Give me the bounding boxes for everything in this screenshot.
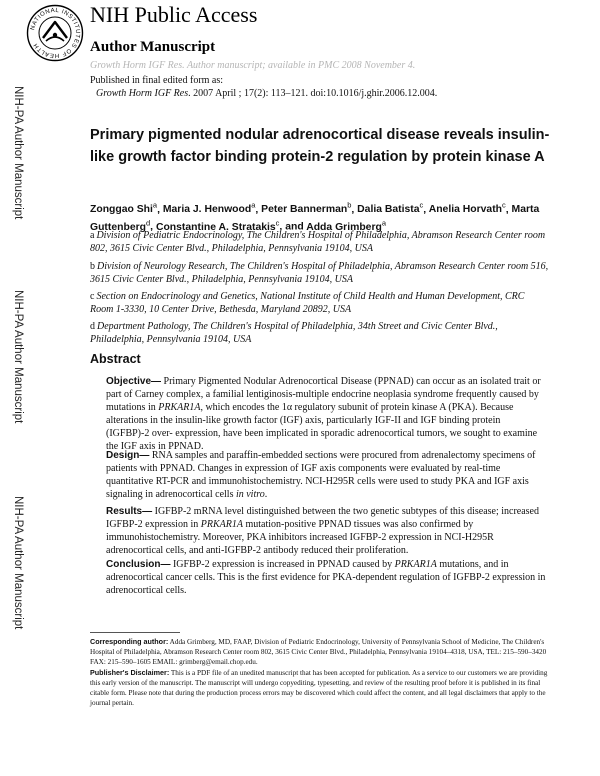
nih-public-access-title: NIH Public Access [90,2,258,27]
seal-text: NATIONAL INSTITUTES OF HEALTH [30,7,81,59]
citation-details: . 2007 April ; 17(2): 113–121. doi:10.1016/j.ghir.2006.12.004. [188,88,438,99]
author: Maria J. Henwood$^a$ [162,201,256,216]
abstract-results: Results— IGFBP-2 mRNA level distinguished between the two genetic subtypes of this disease; increased IGFBP-2 expression in PRKAR1A mutation-positive PPNAD tissues was also confirmed by immunohistochemistry. Moreover, PKA inhibitors increased IGFBP-2 expression in NCI-H295R adrenocortical cells, and anti-IGFBP-2 antibody reduced their proliferation. [106,506,539,556]
and-word: and [285,221,304,233]
author: Adda Grimberg$^a$ [306,218,387,233]
pmc-availability-line: Growth Horm IGF Res. Author manuscript; available in PMC 2008 November 4. [90,60,416,71]
abstract-objective: Objective— Primary Pigmented Nodular Adrenocortical Disease (PPNAD) can occur as an isolated trait or part of Carney complex, a familial lentiginosis-multiple endocrine neoplasia syndrome frequently caused by mutations in PRKAR1A, which encodes the 1α regulatory subunit of protein kinase A (PKA). Because alterations in the insulin-like growth factor (IGF) axis, particularly IGF-II and IGF binding protein (IGFBP)-2 over- expression, have been implicated in sporadic adrenocortical tumors, we sought to examine the IGF axis in PPNAD. [106,376,541,452]
article-title: Primary pigmented nodular adrenocortical disease reveals insulin-like growth factor binding protein-2 regulation by protein kinase A [90,127,550,165]
affiliation: b Division of Neurology Research, The Children's Hospital of Philadelphia, Abramson Research Center room 516, 3615 Civic Center Blvd., Philadelphia, Pennsylvania 19104, USA [90,261,549,285]
author: Dalia Batista$^c$ [357,201,424,216]
publisher-disclaimer: Publisher's Disclaimer: This is a PDF file of an unedited manuscript that has been accepted for publication. As a service to our customers we are providing this early version of the manuscript. The manuscript will undergo copyediting, typesetting, and review of the resulting proof before it is published in its final citable form. Please note that during the production process errors may be discovered which could affect the content, and all legal disclaimers that apply to the journal pertain. [90,668,548,707]
abstract-design: Design— RNA samples and paraffin-embedded sections were procured from adrenalectomy specimens of patients with PPNAD. Changes in expression of IGF axis components were evaluated by real-time quantitative RT-PCR and immunohistochemistry. NCI-H295R cells were used to study PKA and IGF axis signaling in adrenocortical cells in vitro. [106,450,536,500]
affiliation: c Section on Endocrinology and Genetics, National Institute of Child Health and Human Development, CRC Room 1-3330, 10 Center Drive, Bethesda, Maryland 20892, USA [90,291,525,315]
publication-citation [96,87,437,100]
footnote-divider [90,632,180,633]
author: Marta Guttenberg$^d$ [90,204,540,233]
author-manuscript-label: Author Manuscript [90,39,216,55]
author: Constantine A. Stratakis$^c$ [155,218,280,233]
affiliation: d Department Pathology, The Children's Hospital of Philadelphia, 34th Street and Civic Center Blvd., Philadelphia, Pennsylvania 19104, USA [90,321,498,345]
author-list: Zonggao Shi$^a$, Maria J. Henwood$^a$, Peter Bannerman$^b$, Dalia Batista$^c$, Anelia Horvath$^c$, Marta Guttenberg$^d$, Constantine A. Stratakis$^c$, and Adda Grimberg$^a$ [90,201,540,233]
published-note: Published in final edited form as: [90,75,224,86]
author: Zonggao Shi$^a$ [90,201,158,216]
author: Anelia Horvath$^c$ [428,201,506,216]
affiliation: a Division of Pediatric Endocrinology, The Children's Hospital of Philadelphia, Abramson Research Center room 802, 3615 Civic Center Blvd., Philadelphia, Pennsylvania 19104, USA [90,230,546,254]
journal-name: Growth Horm IGF Res [96,88,189,99]
corresponding-author-note: Corresponding author: Adda Grimberg, MD, FAAP, Division of Pediatric Endocrinology, University of Pennsylvania School of Medicine, The Children's Hospital of Philadelphia, Abramson Research Center room 802, 3615 Civic Center Blvd., Philadelphia, Pennsylvania 19104–4318, USA, TEL: 215–590–3420 FAX: 215–590–1605 EMAIL: grimberg@email.chop.edu. [90,637,547,666]
abstract-conclusion: Conclusion— IGFBP-2 expression is increased in PPNAD caused by PRKAR1A mutations, and in adrenocortical cancer cells. This is the first evidence for PKA-dependent regulation of IGFBP-2 expression in adrenocortical cells. [106,559,546,596]
author: Peter Bannerman$^b$ [261,201,352,216]
abstract-heading: Abstract [90,352,141,366]
nih-seal-logo [26,4,84,62]
